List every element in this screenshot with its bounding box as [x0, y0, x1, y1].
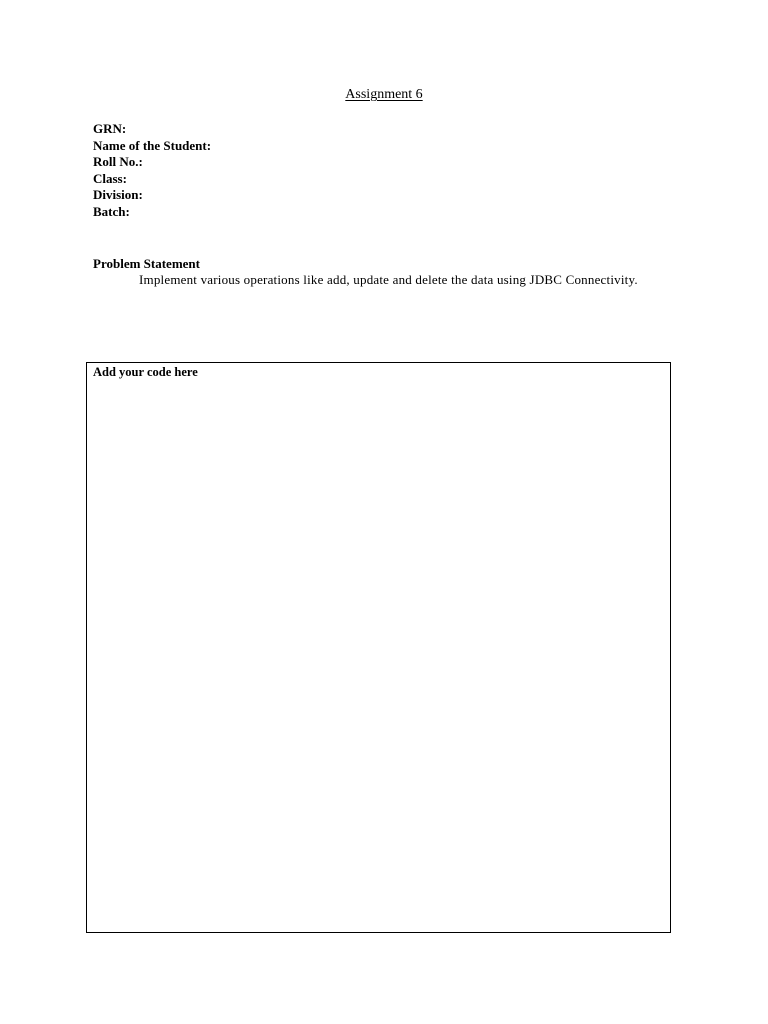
roll-no-label: Roll No.: — [93, 154, 143, 170]
assignment-title: Assignment 6 — [345, 87, 423, 102]
student-info-fields — [93, 121, 493, 221]
code-answer-box[interactable] — [86, 362, 671, 933]
class-label: Class: — [93, 170, 127, 186]
problem-statement-text: Implement various operations like add, update and delete the data using JDBC Connectivity. — [139, 272, 638, 287]
student-name-label: Name of the Student: — [93, 137, 212, 153]
division-label: Division: — [93, 187, 143, 203]
batch-label: Batch: — [93, 203, 130, 219]
problem-statement-heading: Problem Statement — [93, 256, 200, 271]
code-box-label: Add your code here — [93, 365, 198, 379]
grn-label: GRN: — [93, 121, 127, 136]
